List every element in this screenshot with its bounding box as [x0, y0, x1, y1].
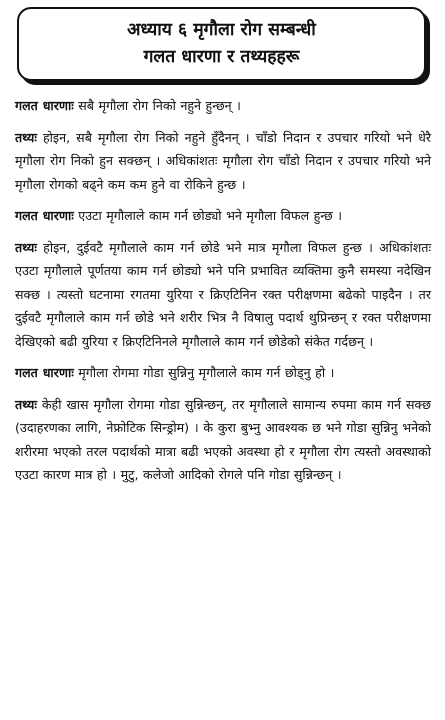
myth-label: गलत धारणाः: [15, 208, 74, 223]
chapter-title-line-2: गलत धारणा र तथ्यहहरू: [143, 47, 300, 67]
myth-text: मृगौला रोगमा गोडा सुन्निनु मृगौलाले काम गर्न छोड्नु हो ।: [73, 365, 335, 380]
fact-label: तथ्यः: [15, 239, 37, 255]
myth-text: सबै मृगौला रोग निको नहुने हुन्छन् ।: [73, 98, 241, 113]
fact-paragraph-2: [15, 236, 431, 354]
myth-text: एउटा मृगौलाले काम गर्न छोड्यो भने मृगौला विफल हुन्छ ।: [73, 208, 343, 223]
fact-text: होइन, दुईवटै मृगौलाले काम गर्न छोडे भने मात्र मृगौला विफल हुन्छ । अधिकांशतः एउटा मृगौलाले पूर्णतया काम गर्न छोड्यो भने पनि प्रभावित व्यक्तिमा कुनै समस्या नदेखिन सक्छ । त्यस्तो घटनामा रगतमा युरिया र क्रिएटिनिन रक्त परीक्षणमा बढेको पाइदैन । तर दुईवटै मृगौलाले काम गर्न छोडे भने शरीर भित्र नै विषालु पदार्थ थुप्रिन्छन् र रक्त परीक्षणमा देखिएको बढी युरिया र क्रिएटिनिनले मृगौलाले काम गर्न छोडेको संकेत गर्दछन् ।: [15, 239, 431, 349]
fact-label: तथ्यः: [15, 129, 37, 145]
fact-paragraph-1: [15, 126, 431, 197]
chapter-title-line-1: अध्याय ६ मृगौला रोग सम्बन्धी: [127, 20, 316, 40]
myth-paragraph-1: [15, 94, 431, 118]
fact-label: तथ्यः: [15, 396, 37, 412]
myth-label: गलत धारणाः: [15, 365, 74, 380]
chapter-title-box: [17, 7, 426, 81]
fact-text: होइन, सबै मृगौला रोग निको नहुने हुँदैनन् । चाँडो निदान र उपचार गरियो भने धेरै मृगौला रोग निको हुन सक्छन् । अधिकांशतः मृगौला रोग चाँडो निदान र उपचार गरियो भने मृगौला रोगको बढ्ने कम कम हुने वा रोकिने हुन्छ ।: [15, 129, 431, 192]
fact-text: केही खास मृगौला रोगमा गोडा सुन्निन्छन्, तर मृगौलाले सामान्य रुपमा काम गर्न सक्छ (उदाहरणका लागि, नेफ्रोटिक सिन्ड्रोम) । के कुरा बुभ्नु आवश्यक छ भने गोडा सुन्निनु भनेको शरीरमा भएको तरल पदार्थको मात्रा बढी भएको अवस्था हो र मृगौला रोग त्यस्तो अवस्थाको एउटा कारण मात्र हो । मुटु, कलेजो आदिको रोगले पनि गोडा सुन्निन्छन् ।: [15, 396, 431, 482]
myth-label: गलत धारणाः: [15, 98, 74, 113]
document-body: [15, 94, 431, 495]
myth-paragraph-3: [15, 361, 431, 385]
myth-paragraph-2: [15, 204, 431, 228]
fact-paragraph-3: [15, 393, 431, 487]
